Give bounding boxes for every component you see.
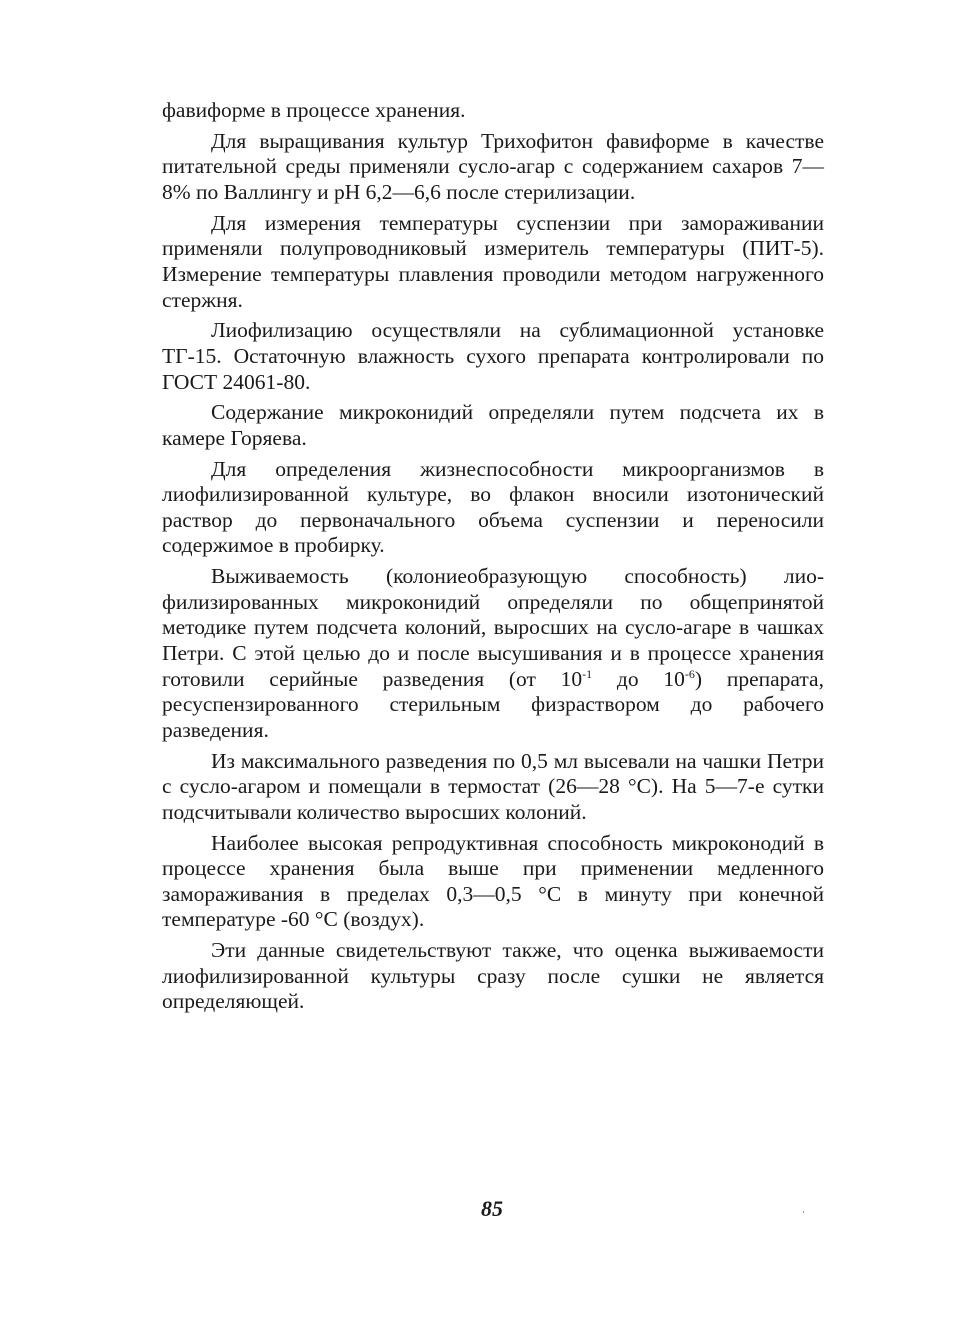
paragraph-temperature-measurement: Для измерения температуры суспензии при замораживании применяли полупроводниковый измеритель температуры (ПИТ-5). Измерение температуры плавления проводили методом нагруженного стержня. [162, 210, 824, 312]
paragraph-microconidia-count: Содержание микроконидий определяли путем подсчета их в камере Горяева. [162, 400, 824, 450]
paragraph-continuation: фавиформе в процессе хранения. [162, 98, 466, 122]
body-text [162, 98, 824, 1020]
exponent-minus-one: -1 [582, 666, 593, 681]
paragraph-culture-medium: Для выращивания культур Трихофитон фавиформе в качестве питательной среды применяли сусло-агар с содержанием сахаров 7—8% по Валлингу и pH 6,2—6,6 после стерилизации. [162, 128, 824, 204]
survival-text-start: Выживаемость (колониеобразующую способность) лиофилизированных микроконидий определяли по общепринятой методике путем подсчета колоний, выросших на сусло-агаре в чашках Петри. С этой целью до и после высушивания и в процессе хранения готовили серийные разведения (от 10 [162, 564, 824, 691]
survival-text-end: ) препарата, ресуспензированного стерильным физраствором до рабочего разведения. [162, 666, 824, 742]
paragraph-survival [162, 564, 824, 743]
scan-speck [803, 1211, 804, 1213]
paragraph-seeding: Из максимального разведения по 0,5 мл высевали на чашки Петри с сусло-агаром и помещали в термостат (26—28 °С). На 5—7-е сутки подсчитывали количество выросших колоний. [162, 748, 824, 824]
paragraph-reproductive-ability: Наиболее высокая репродуктивная способность микроконодий в процессе хранения была выше при применении медленного замораживания в пределах 0,3—0,5 °С в минуту при конечной температуре -60 °С (воздух). [162, 830, 824, 932]
paragraph-viability: Для определения жизнеспособности микроорганизмов в лиофилизированной культуре, во флакон вносили изотонический раствор до первоначального объема суспензии и переносили содержимое в пробирку. [162, 456, 824, 558]
paragraph-conclusion: Эти данные свидетельствуют также, что оценка выживаемости лиофилизированной культуры сразу после сушки не является определяющей. [162, 938, 824, 1014]
paragraph-lyophilization: Лиофилизацию осуществляли на сублимационной установке ТГ-15. Остаточную влажность сухого препарата контролировали по ГОСТ 24061-80. [162, 318, 824, 394]
page-number: 85 [481, 1196, 503, 1221]
survival-text-mid: до 10 [592, 666, 685, 691]
exponent-minus-six: -6 [684, 666, 695, 681]
